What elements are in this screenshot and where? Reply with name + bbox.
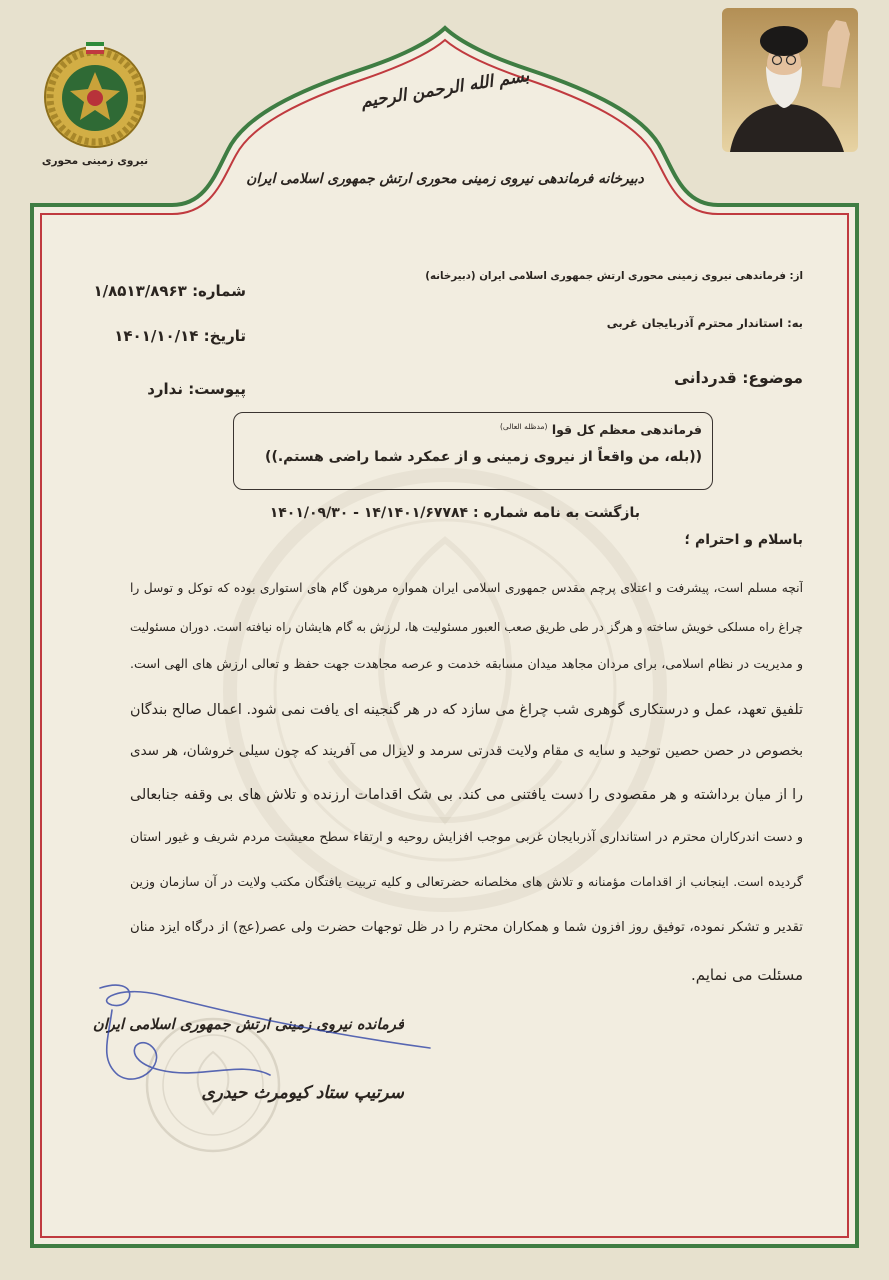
- subject-label: موضوع:: [742, 369, 803, 387]
- body-line-closing: مسئلت می نمایم.: [690, 966, 803, 984]
- reference-label: بازگشت به نامه شماره :: [472, 505, 640, 521]
- body-line: آنچه مسلم است، پیشرفت و اعتلای پرچم مقدس جمهوری اسلامی ایران همواره مرهون گام های استواری بوده که توکل و توسل را: [130, 581, 803, 595]
- date-label: تاریخ:: [203, 327, 246, 345]
- to-label: به:: [787, 316, 803, 330]
- from-value: فرماندهی نیروی زمینی محوری ارتش جمهوری اسلامی ایران (دبیرخانه): [425, 270, 786, 282]
- quote-speaker: فرماندهی معظم کل قوا: [551, 422, 702, 437]
- attachment-value: ندارد: [147, 380, 183, 398]
- body-line: چراغ راه مسلکی خویش ساخته و هرگز در طی طریق صعب العبور مسئولیت ها، لرزش به گام هایشان راه نیافته است. دوران مسئولیت: [130, 620, 803, 634]
- date-value: ۱۴۰۱/۱۰/۱۴: [114, 327, 199, 345]
- letter-number-value: ۱/۸۵۱۳/۸۹۶۳: [93, 282, 187, 300]
- logo-label: نیروی زمینی محوری: [41, 155, 149, 167]
- from-label: از:: [789, 270, 803, 282]
- body-line: تقدیر و تشکر نموده، توفیق روز افزون شما و همکاران محترم را در ظل توجهات حضرت ولی عصر(عج) از درگاه ایزد منان: [130, 920, 803, 935]
- signatory-title: فرمانده نیروی زمینی ارتش جمهوری اسلامی ایران: [92, 1016, 404, 1033]
- letterhead-title: دبیرخانه فرماندهی نیروی زمینی محوری ارتش جمهوری اسلامی ایران: [246, 171, 644, 187]
- body-line: را از میان برداشته و هر مقصودی را دست یافتنی می کند. بی شک اقدامات ارزنده و تلاش های بی وقفه جنابعالی: [130, 787, 803, 803]
- salutation: باسلام و احترام ؛: [684, 532, 803, 548]
- body-line: تلفیق تعهد، عمل و درستکاری گوهری شب چراغ می سازد که در هر گنجینه ای یافت نمی شود. اعمال صالح بندگان: [130, 702, 803, 718]
- body-line: بخصوص در حصن حصین توحید و سایه ی مقام ولایت قدرتی سرمد و لایزال می آفریند که چون سیلی خروشان، هر سدی: [130, 743, 803, 759]
- signatory-name: سرتیپ ستاد کیومرث حیدری: [201, 1083, 404, 1103]
- body-line: گردیده است. اینجانب از اقدامات مؤمنانه و تلاش های مخلصانه حضرتعالی و کلیه تربیت یافتگان مکتب ولایت در آن سازمان وزین: [130, 874, 803, 889]
- letter-number-label: شماره:: [192, 282, 246, 300]
- bismillah-calligraphy: بسم الله الرحمن الرحیم: [359, 64, 531, 112]
- body-line: و مدیریت در نظام اسلامی، برای مردان مجاهد میدان مسابقه خدمت و عرصه مجاهدت جهت حفظ و تعالی ارزش های الهی است.: [130, 656, 803, 671]
- attachment-label: پیوست:: [188, 380, 246, 398]
- body-line: و دست اندرکاران محترم در استانداری آذربایجان غربی موجب افزایش روحیه و ارتقاء سطح معیشت مردم شریف و غیور استان: [130, 830, 803, 845]
- reference-value: ۱۴۰۱/۰۹/۳۰ - ۱۴/۱۴۰۱/۶۷۷۸۴: [269, 505, 469, 521]
- quote-honorific: (مدظله العالی): [499, 421, 548, 431]
- subject-value: قدردانی: [674, 369, 737, 387]
- quote-text: ((بله، من واقعاً از نیروی زمینی و از عمکرد شما راضی هستم.)): [265, 449, 702, 465]
- to-value: استاندار محترم آذربایجان غربی: [606, 316, 784, 330]
